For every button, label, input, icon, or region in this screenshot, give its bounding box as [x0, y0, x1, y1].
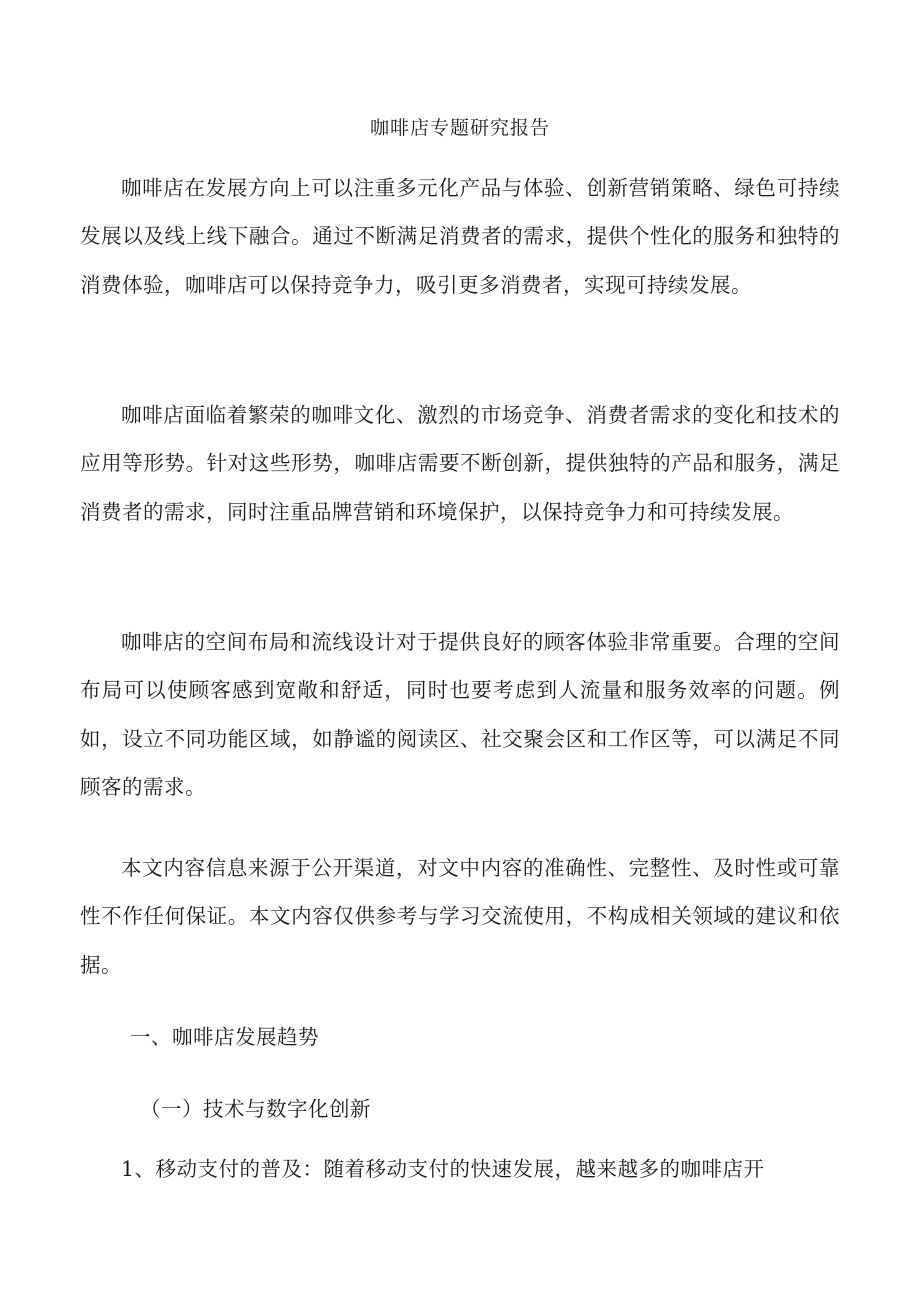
subsection-heading: （一）技术与数字化创新	[140, 1097, 371, 1121]
section-heading: 一、咖啡店发展趋势	[130, 1025, 319, 1049]
paragraph-development-direction: 咖啡店在发展方向上可以注重多元化产品与体验、创新营销策略、绿色可持续发展以及线上线下融合。通过不断满足消费者的需求，提供个性化的服务和独特的消费体验，咖啡店可以保持竞争力，吸引更多消费者，实现可持续发展。	[80, 176, 840, 297]
list-item-mobile-payment: 1、移动支付的普及：随着移动支付的快速发展，越来越多的咖啡店开	[121, 1157, 765, 1181]
paragraph-disclaimer: 本文内容信息来源于公开渠道，对文中内容的准确性、完整性、及时性或可靠性不作任何保证。本文内容仅供参考与学习交流使用，不构成相关领域的建议和依据。	[80, 856, 840, 977]
paragraph-space-layout: 咖啡店的空间布局和流线设计对于提供良好的顾客体验非常重要。合理的空间布局可以使顾客感到宽敞和舒适，同时也要考虑到人流量和服务效率的问题。例如，设立不同功能区域，如静谧的阅读区、社交聚会区和工作区等，可以满足不同顾客的需求。	[80, 630, 840, 799]
paragraph-market-situation: 咖啡店面临着繁荣的咖啡文化、激烈的市场竞争、消费者需求的变化和技术的应用等形势。针对这些形势，咖啡店需要不断创新，提供独特的产品和服务，满足消费者的需求，同时注重品牌营销和环境保护，以保持竞争力和可持续发展。	[80, 403, 840, 524]
document-title: 咖啡店专题研究报告	[369, 117, 550, 139]
